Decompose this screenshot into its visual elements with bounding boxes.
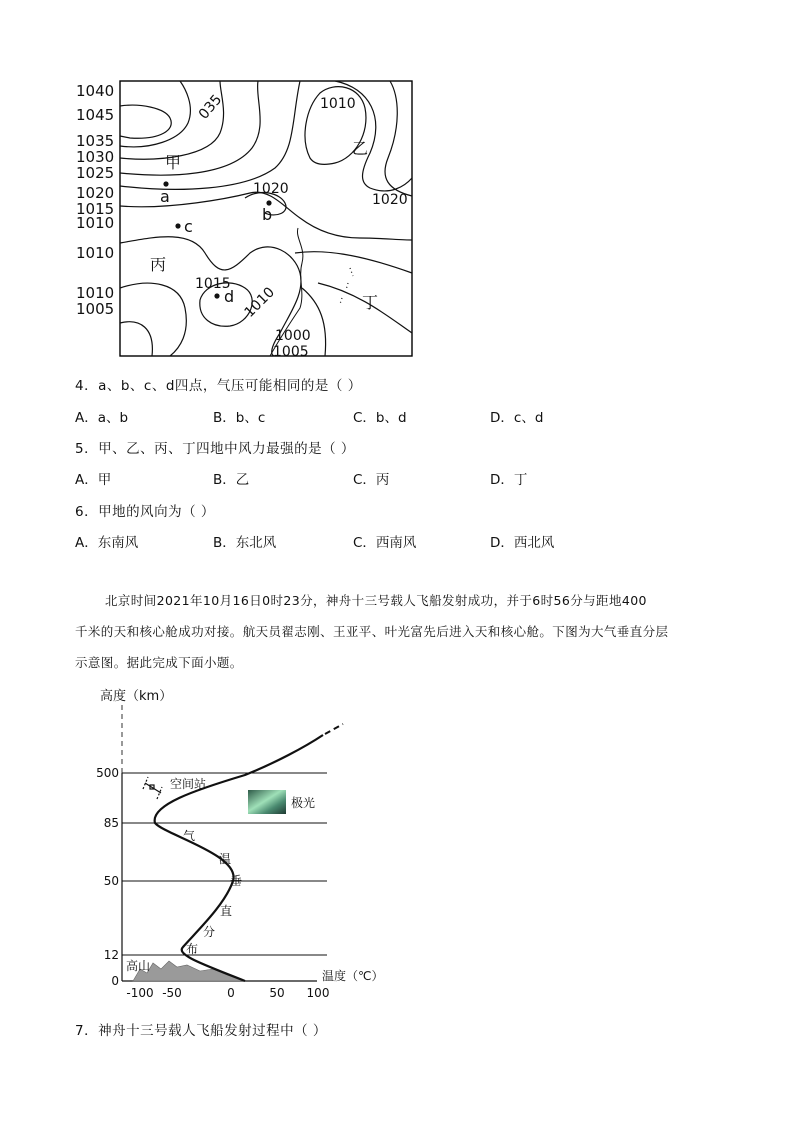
point-c-marker [175, 223, 180, 228]
isobar-label: 1010 [76, 244, 115, 262]
x-tick: 0 [227, 986, 235, 1000]
space-station-icon [143, 777, 162, 799]
passage-line-1: 北京时间2021年10月16日0时23分，神舟十三号载人飞船发射成功，并于6时56分与距地400 [105, 593, 647, 608]
contour-label: 1020 [372, 192, 408, 208]
contour-label: 1015 [195, 276, 231, 292]
q6-option-a[interactable]: A．东南风 [75, 535, 139, 551]
isobar-label: 1035 [76, 132, 115, 150]
q6-option-d[interactable]: D．西北风 [490, 535, 555, 551]
question-5-stem: 5．甲、乙、丙、丁四地中风力最强的是（ ） [75, 441, 355, 457]
q5-option-c[interactable]: C．丙 [353, 472, 390, 488]
isobar-label: 1040 [76, 82, 115, 100]
point-label: d [224, 287, 235, 306]
x-tick: -50 [162, 986, 182, 1000]
isobar-label: 1015 [76, 200, 115, 218]
q6-option-c[interactable]: C．西南风 [353, 535, 417, 551]
y-tick: 50 [103, 874, 119, 888]
question-4-stem: 4．a、b、c、d四点，气压可能相同的是（ ） [75, 378, 362, 394]
point-label: b [262, 205, 273, 224]
x-axis-title: 温度（℃） [322, 969, 384, 983]
place-label: 丙 [150, 255, 167, 274]
q4-option-d[interactable]: D．c、d [490, 410, 544, 426]
atmosphere-chart [95, 685, 395, 1003]
y-tick: 85 [103, 816, 119, 830]
contour-label: 035 [195, 91, 226, 123]
x-tick: 100 [306, 986, 330, 1000]
point-label: c [184, 217, 193, 236]
contour-label: 1020 [253, 181, 289, 197]
curve-char: 分 [203, 925, 216, 939]
x-tick: -100 [126, 986, 154, 1000]
aurora-label: 极光 [291, 796, 316, 810]
point-label: a [160, 187, 170, 206]
isobar-label: 1010 [76, 214, 115, 232]
point-a-marker [163, 181, 168, 186]
passage-line-3: 示意图。据此完成下面小题。 [75, 655, 243, 670]
y-tick: 12 [103, 948, 119, 962]
temperature-curve [155, 735, 323, 981]
q5-option-d[interactable]: D．丁 [490, 472, 528, 488]
curve-char: 垂 [230, 874, 243, 888]
place-label: 丁 [362, 293, 379, 312]
isobar-label: 1010 [76, 284, 115, 302]
y-tick: 500 [96, 766, 119, 780]
curve-char: 气 [183, 829, 196, 843]
q4-option-a[interactable]: A．a、b [75, 410, 129, 426]
curve-char: 布 [186, 942, 199, 956]
q6-option-b[interactable]: B．东北风 [213, 535, 277, 551]
place-label: 甲 [165, 153, 182, 172]
q4-option-b[interactable]: B．b、c [213, 410, 266, 426]
isobar-label: 1025 [76, 164, 115, 182]
question-7-stem: 7．神舟十三号载人飞船发射过程中（ ） [75, 1023, 327, 1039]
place-label: 乙 [352, 139, 369, 158]
y-axis-title: 高度（km） [100, 689, 173, 704]
isobar-map [70, 78, 420, 363]
mountain-label: 高山 [126, 959, 151, 973]
y-tick: 0 [111, 974, 119, 988]
aurora-image [248, 790, 286, 814]
isobar-label: 1020 [76, 184, 115, 202]
isobar-label: 1005 [76, 300, 115, 318]
isobar-label: 1030 [76, 148, 115, 166]
curve-char: 直 [220, 904, 233, 918]
space-station-label: 空间站 [170, 777, 207, 791]
contour-label: 1010 [241, 284, 279, 321]
q4-option-c[interactable]: C．b、d [353, 410, 407, 426]
x-tick: 50 [269, 986, 285, 1000]
isobar-label: 1045 [76, 106, 115, 124]
curve-char: 温 [219, 852, 232, 866]
question-6-stem: 6．甲地的风向为（ ） [75, 504, 215, 520]
q5-option-a[interactable]: A．甲 [75, 472, 112, 488]
contour-label: 1005 [273, 344, 309, 360]
contour-label: 1000 [275, 328, 311, 344]
point-d-marker [214, 293, 219, 298]
contour-label: 1010 [320, 96, 356, 112]
q5-option-b[interactable]: B．乙 [213, 472, 250, 488]
passage-line-2: 千米的天和核心舱成功对接。航天员翟志刚、王亚平、叶光富先后进入天和核心舱。下图为大气垂直分层 [75, 624, 669, 639]
